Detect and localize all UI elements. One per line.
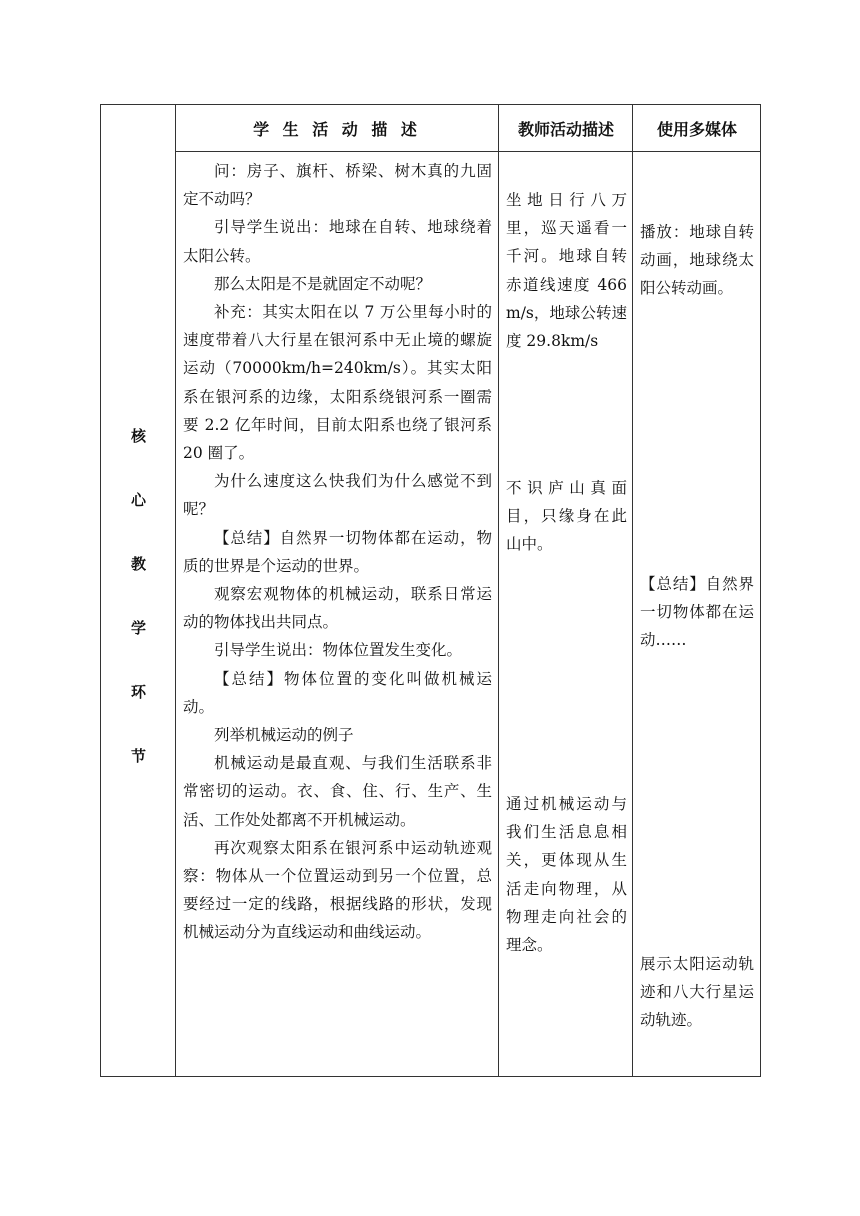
multimedia-text: 【总结】自然界一切物体都在运动…… xyxy=(640,575,754,650)
multimedia-text: 展示太阳运动轨迹和八大行星运动轨迹。 xyxy=(640,955,754,1030)
section-label-char: 心 xyxy=(130,491,146,509)
section-label-char: 环 xyxy=(130,683,146,701)
student-paragraph: 【总结】物体位置的变化叫做机械运动。 xyxy=(183,669,492,716)
teacher-activity-text: 不识庐山真面目，只缘身在此山中。 xyxy=(506,479,627,554)
section-label-char: 节 xyxy=(130,747,146,765)
student-paragraph: 再次观察太阳系在银河系中运动轨迹观察：物体从一个位置运动到另一个位置，总要经过一定的线路，根据线路的形状，发现机械运动分为直线运动和曲线运动。 xyxy=(183,838,492,942)
header-student-activity: 学 生 活 动 描 述 xyxy=(253,120,421,139)
header-teacher-activity: 教师活动描述 xyxy=(517,120,614,139)
section-label-char: 学 xyxy=(130,619,146,637)
student-paragraph: 机械运动是最直观、与我们生活联系非常密切的运动。衣、食、住、行、生产、生活、工作处处都离不开机械运动。 xyxy=(183,754,492,829)
teacher-activity-text: 坐地日行八万里，巡天遥看一千河。地球自转赤道线速度 466 m/s，地球公转速度 29.8km/s xyxy=(506,191,627,351)
student-paragraph: 那么太阳是不是就固定不动呢？ xyxy=(214,274,432,293)
section-label-cell xyxy=(100,104,176,1077)
student-paragraph: 为什么速度这么快我们为什么感觉不到呢？ xyxy=(183,472,492,519)
teacher-activity-text: 通过机械运动与我们生活息息相关，更体现从生活走向物理，从物理走向社会的理念。 xyxy=(506,795,627,955)
student-activity-column xyxy=(183,157,492,947)
student-paragraph: 引导学生说出：地球在自转、地球绕着太阳公转。 xyxy=(183,218,492,265)
multimedia-text: 播放：地球自转动画，地球绕太阳公转动画。 xyxy=(640,223,754,298)
student-paragraph: 补充：其实太阳在以 7 万公里每小时的速度带着八大行星在银河系中无止境的螺旋运动（70000km/h=240km/s）。其实太阳系在银河系的边缘，太阳系绕银河系一圈需要 2.2 亿年时间，目前太阳系也绕了银河系 20 圈了。 xyxy=(183,303,492,463)
student-paragraph: 引导学生说出：物体位置发生变化。 xyxy=(214,641,463,660)
student-paragraph: 【总结】自然界一切物体都在运动，物质的世界是个运动的世界。 xyxy=(183,528,492,575)
student-paragraph: 列举机械运动的例子 xyxy=(214,726,354,745)
student-paragraph: 观察宏观物体的机械运动，联系日常运动的物体找出共同点。 xyxy=(183,585,492,632)
section-label-char: 教 xyxy=(130,555,146,573)
section-label-char: 核 xyxy=(130,427,146,445)
header-multimedia: 使用多媒体 xyxy=(656,120,737,139)
student-paragraph: 问：房子、旗杆、桥梁、树木真的九固定不动吗？ xyxy=(183,162,492,209)
